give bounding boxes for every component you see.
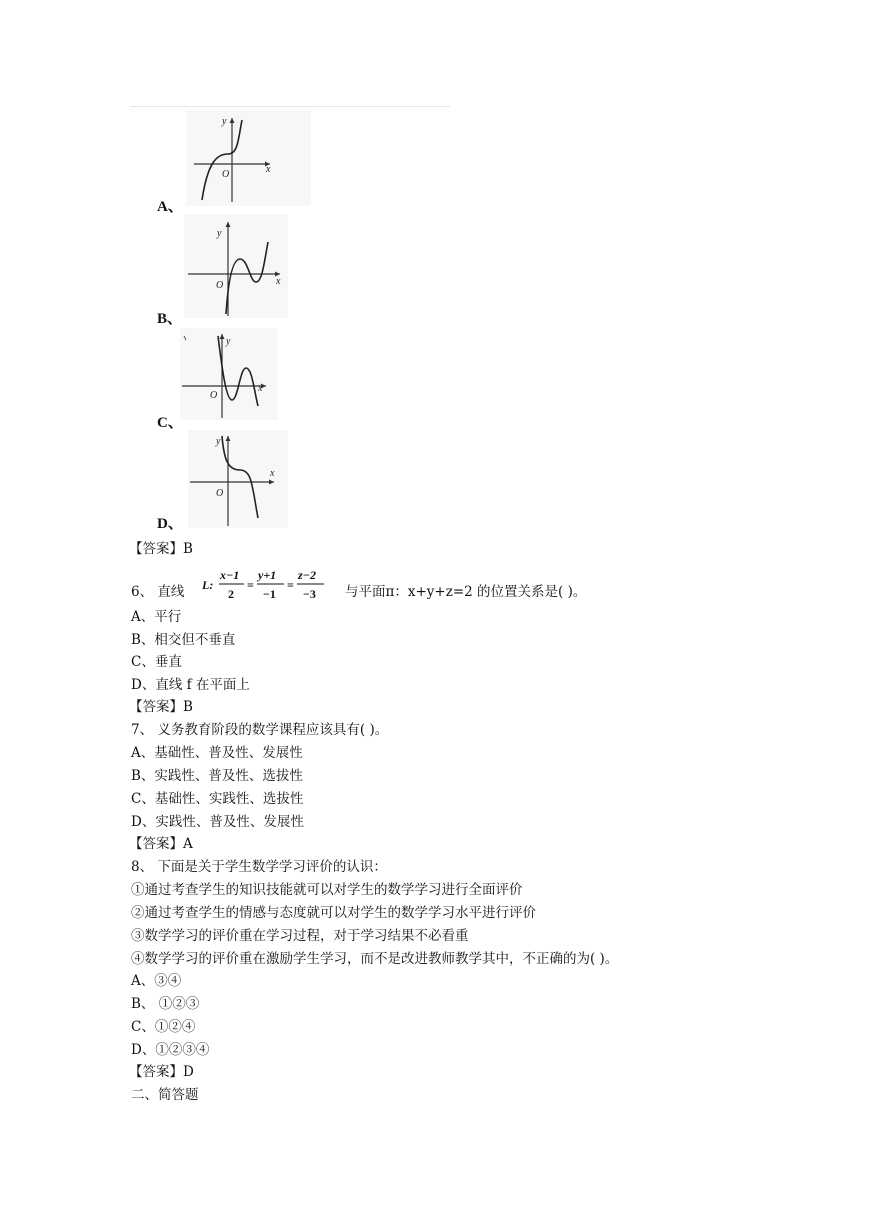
graph-c-y-label: y <box>226 336 231 347</box>
graph-d-y-label: y <box>216 436 221 447</box>
graph-b-x-label: x <box>276 276 281 287</box>
q6-formula-n2: y+1 <box>258 568 277 582</box>
graph-d-origin: O <box>216 488 224 499</box>
q6-formula-n1: x−1 <box>220 568 240 582</box>
q8-option-a[interactable]: A、③④ <box>131 973 182 989</box>
graph-c-x-label: x <box>258 383 263 394</box>
answer-q5: 【答案】B <box>129 541 193 557</box>
graph-option-d-label[interactable]: D、 <box>157 516 183 532</box>
q7-option-b[interactable]: B、实践性、普及性、选拔性 <box>131 768 303 784</box>
q8-statement-3: ③数学学习的评价重在学习过程，对于学习结果不必看重 <box>131 928 469 944</box>
graph-option-b <box>184 214 288 318</box>
q7-answer: 【答案】A <box>129 836 193 852</box>
q7-option-d[interactable]: D、实践性、普及性、发展性 <box>131 814 304 830</box>
graph-option-c-label[interactable]: C、 <box>157 415 183 431</box>
q6-formula-image <box>202 562 337 608</box>
graph-c-origin: O <box>210 390 218 401</box>
graph-option-c <box>180 328 278 420</box>
graph-d-x-label: x <box>270 468 275 479</box>
q6-prefix: 6、 直线 <box>131 584 185 600</box>
graph-option-b-label[interactable]: B、 <box>157 311 183 327</box>
q6-formula-name: L: <box>202 578 214 592</box>
graph-b-y-label: y <box>217 228 222 239</box>
q7-option-c[interactable]: C、基础性、实践性、选拔性 <box>131 791 304 807</box>
q8-statement-2: ②通过考查学生的情感与态度就可以对学生的数学学习水平进行评价 <box>131 905 536 921</box>
q8-option-c[interactable]: C、①②④ <box>131 1019 196 1035</box>
graph-b-origin: O <box>216 280 224 291</box>
q6-option-a[interactable]: A、平行 <box>131 609 182 625</box>
q6-formula-d1: 2 <box>228 587 234 601</box>
graph-option-a-label[interactable]: A、 <box>157 199 183 215</box>
q6-option-b[interactable]: B、相交但不垂直 <box>131 632 236 648</box>
q8-option-b[interactable]: B、 ①②③ <box>131 996 200 1012</box>
q6-formula-d3: −3 <box>303 587 316 601</box>
graph-a-x-label: x <box>266 164 271 175</box>
q6-answer: 【答案】B <box>129 699 193 715</box>
svg-text:=: = <box>287 578 294 592</box>
q6-option-c[interactable]: C、垂直 <box>131 654 182 670</box>
top-rule <box>130 106 450 107</box>
svg-text:=: = <box>247 578 254 592</box>
graph-a-origin: O <box>222 169 230 180</box>
graph-option-a <box>186 110 311 206</box>
q6-option-d[interactable]: D、直线 f 在平面上 <box>131 677 250 693</box>
q8-statement-4: ④数学学习的评价重在激励学生学习，而不是改进教师教学其中，不正确的为( )。 <box>131 951 619 967</box>
q8-answer: 【答案】D <box>129 1064 194 1080</box>
q6-formula-n3: z−2 <box>298 568 316 582</box>
q7-option-a[interactable]: A、基础性、普及性、发展性 <box>131 745 303 761</box>
q8-question: 8、 下面是关于学生数学学习评价的认识： <box>131 859 387 875</box>
graph-a-y-label: y <box>222 116 227 127</box>
section-heading-short-answer: 二、简答题 <box>131 1087 199 1103</box>
q7-question: 7、 义务教育阶段的数学课程应该具有( )。 <box>131 722 389 738</box>
q6-formula-d2: −1 <box>263 587 276 601</box>
q8-statement-1: ①通过考查学生的知识技能就可以对学生的数学学习进行全面评价 <box>131 882 523 898</box>
graph-option-d <box>188 430 288 528</box>
q6-suffix: 与平面π：x+y+z=2 的位置关系是( )。 <box>345 584 587 600</box>
q8-option-d[interactable]: D、①②③④ <box>131 1042 210 1058</box>
